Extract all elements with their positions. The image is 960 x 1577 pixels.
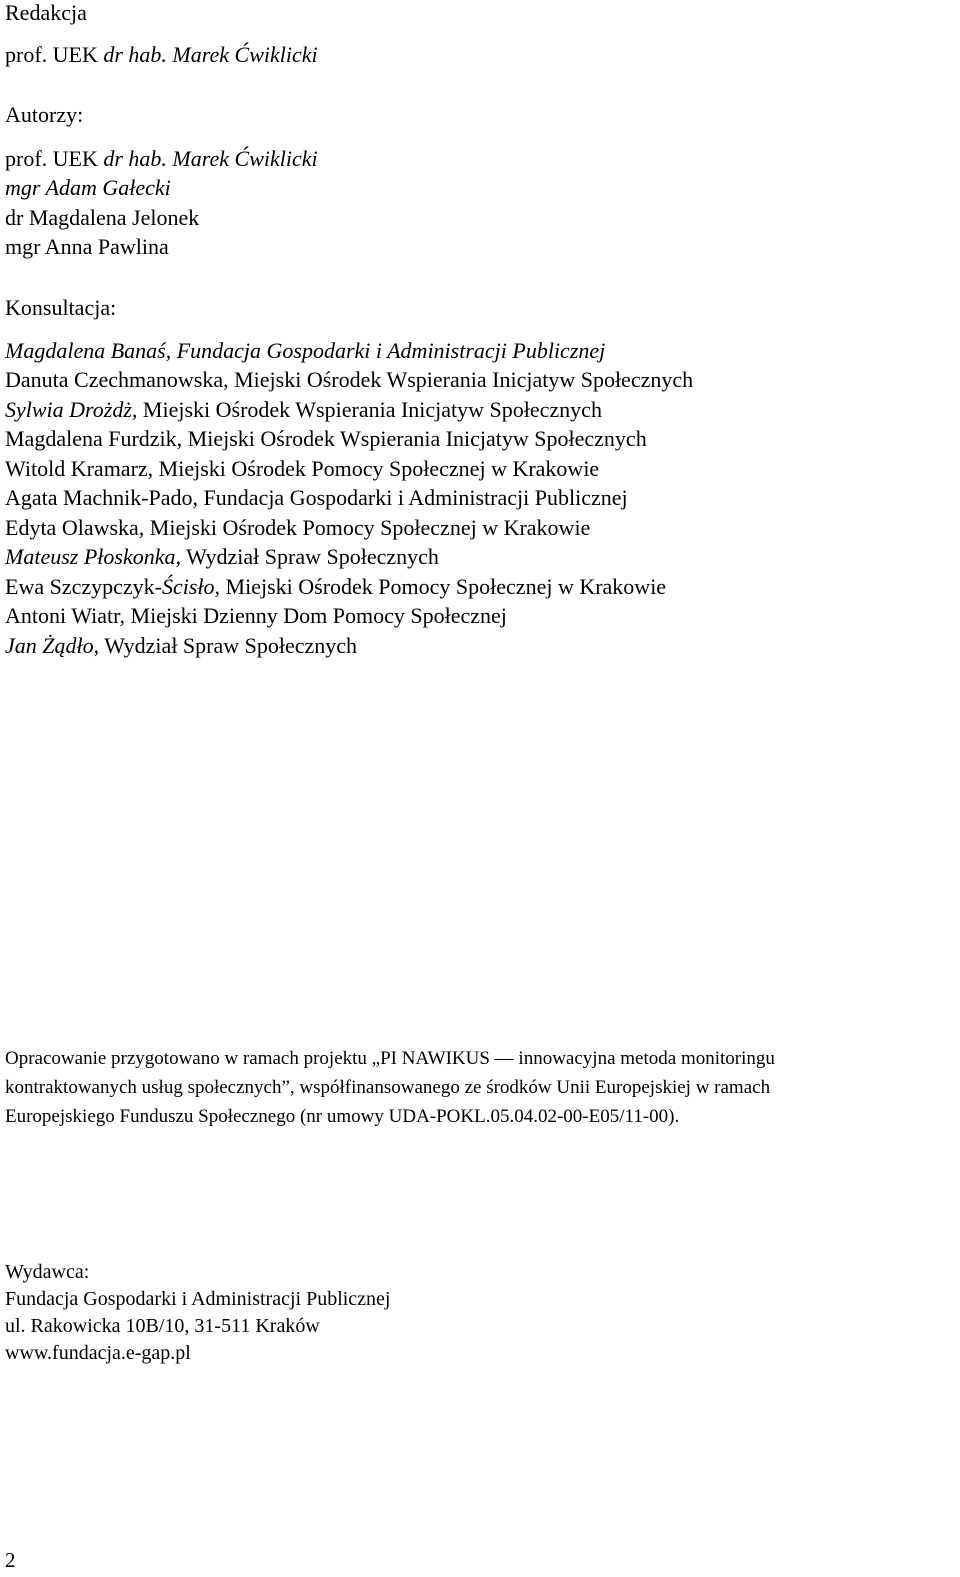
consultant-item: Sylwia Drożdż, Miejski Ośrodek Wspierania Inicjatyw Społecznych xyxy=(5,397,602,422)
editor-heading: Redakcja xyxy=(5,0,87,25)
consultant-item: Antoni Wiatr, Miejski Dzienny Dom Pomocy Społecznej xyxy=(5,603,507,628)
consultant-item: Mateusz Płoskonka, Wydział Spraw Społecznych xyxy=(5,544,439,569)
publisher-address: ul. Rakowicka 10B/10, 31-511 Kraków xyxy=(5,1315,320,1337)
project-note-line: Europejskiego Funduszu Społecznego (nr umowy UDA-POKL.05.04.02-00-E05/11-00). xyxy=(5,1106,680,1127)
project-note xyxy=(5,1044,957,1131)
publisher-name: Fundacja Gospodarki i Administracji Publicznej xyxy=(5,1288,391,1310)
editor-name-prefix: prof. UEK xyxy=(5,42,98,67)
consultant-item: Agata Machnik-Pado, Fundacja Gospodarki i Administracji Publicznej xyxy=(5,485,628,510)
consultant-item: Witold Kramarz, Miejski Ośrodek Pomocy Społecznej w Krakowie xyxy=(5,456,600,481)
consultation-heading: Konsultacja: xyxy=(5,295,117,320)
consultant-item: Ewa Szczypczyk-Ścisło, Miejski Ośrodek Pomocy Społecznej w Krakowie xyxy=(5,574,667,599)
author-item: prof. UEK dr hab. Marek Ćwiklicki xyxy=(5,146,318,171)
consultant-item: Danuta Czechmanowska, Miejski Ośrodek Wspierania Inicjatyw Społecznych xyxy=(5,367,694,392)
publisher-heading: Wydawca: xyxy=(5,1261,90,1283)
authors-heading: Autorzy: xyxy=(5,102,84,127)
editor-name-rest: dr hab. Marek Ćwiklicki xyxy=(103,42,318,67)
author-item: dr Magdalena Jelonek xyxy=(5,205,200,230)
author-item: mgr Adam Gałecki xyxy=(5,175,171,200)
consultant-item: Edyta Olawska, Miejski Ośrodek Pomocy Społecznej w Krakowie xyxy=(5,515,591,540)
page-number: 2 xyxy=(5,1548,16,1572)
author-item: mgr Anna Pawlina xyxy=(5,234,169,259)
publisher-website: www.fundacja.e-gap.pl xyxy=(5,1342,191,1364)
consultant-item: Jan Żądło, Wydział Spraw Społecznych xyxy=(5,633,358,658)
project-note-line: kontraktowanych usług społecznych”, współfinansowanego ze środków Unii Europejskiej w ramach xyxy=(5,1077,771,1098)
consultant-item: Magdalena Banaś, Fundacja Gospodarki i Administracji Publicznej xyxy=(5,338,606,363)
project-note-line: Opracowanie przygotowano w ramach projektu „PI NAWIKUS — innowacyjna metoda monitoringu xyxy=(5,1048,775,1069)
editor-name xyxy=(5,42,318,68)
consultant-item: Magdalena Furdzik, Miejski Ośrodek Wspierania Inicjatyw Społecznych xyxy=(5,426,647,451)
